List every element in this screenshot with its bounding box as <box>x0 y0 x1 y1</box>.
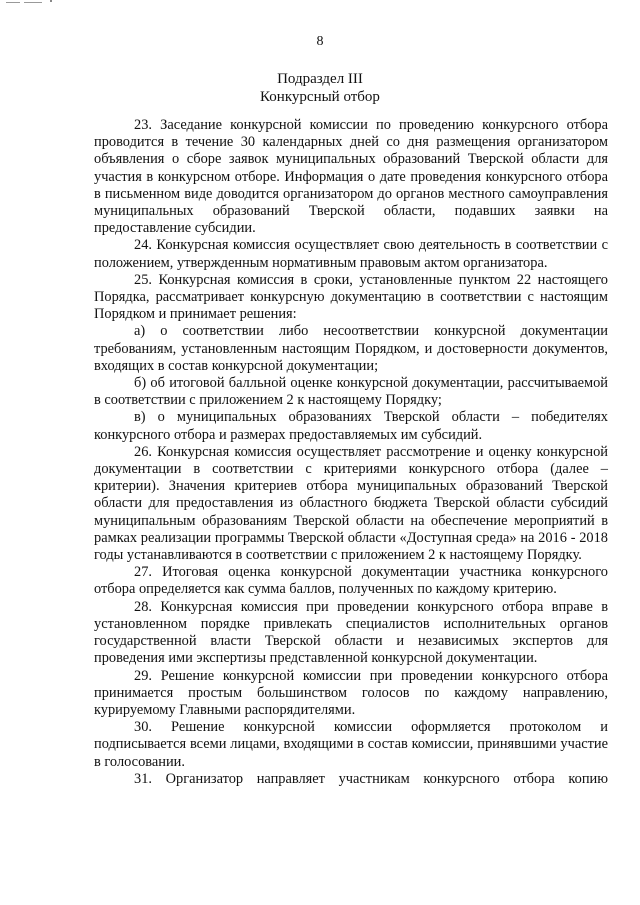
paragraph-25-b: б) об итоговой балльной оценке конкурсной документации, рассчитываемой в соответствии с приложением 2 к настоящему Порядку; <box>94 375 608 409</box>
paragraph-25-v: в) о муниципальных образованиях Тверской области – победителях конкурсного отбора и размерах предоставляемых им субсидий. <box>94 409 608 443</box>
paragraph-25: 25. Конкурсная комиссия в сроки, установленные пунктом 22 настоящего Порядка, рассматривает конкурсную документацию в соответствии с настоящим Порядком и принимает решения: <box>94 271 608 323</box>
paragraph-29: 29. Решение конкурсной комиссии при проведении конкурсного отбора принимается простым большинством голосов по каждому направлению, курируемому Главными распорядителями. <box>94 667 608 718</box>
subsection-heading: Подраздел III <box>277 71 363 87</box>
section-title: Конкурсный отбор <box>260 89 380 105</box>
paragraph-27: 27. Итоговая оценка конкурсной документации участника конкурсного отбора определяется как сумма баллов, полученных по каждому критерию. <box>94 564 608 598</box>
page-number: 8 <box>316 34 324 49</box>
paragraph-30: 30. Решение конкурсной комиссии оформляется протоколом и подписывается всеми лицами, входящими в состав комиссии, принявшими участие в голосовании. <box>94 719 608 770</box>
paragraph-26: 26. Конкурсная комиссия осуществляет рассмотрение и оценку конкурсной документации в соответствии с критериями конкурсного отбора (далее – критерии). Значения критериев отбора муниципальных образований Тверской области для предоставления из областного бюджета Тверской области субсидий муниципальным образованиям Тверской области на обеспечение мероприятий в рамках реализации программы Тверской области «Доступная среда» на 2016 - 2018 годы устанавливаются в соответствии с приложением 2 к настоящему Порядку. <box>94 443 608 564</box>
paragraph-24: 24. Конкурсная комиссия осуществляет свою деятельность в соответствии с положением, утвержденным нормативным правовым актом организатора. <box>94 237 608 271</box>
paragraph-25-a: а) о соответствии либо несоответствии конкурсной документации требованиям, установленным настоящим Порядком, и достоверности документов, входящих в состав конкурсной документации; <box>94 323 608 374</box>
paragraph-28: 28. Конкурсная комиссия при проведении конкурсного отбора вправе в установленном порядке привлекать специалистов исполнительных органов государственной власти Тверской области и независимых экспертов для проведения ими экспертизы представленной конкурсной документации. <box>94 598 608 667</box>
paragraph-23: 23. Заседание конкурсной комиссии по проведению конкурсного отбора проводится в течение 30 календарных дней со дня размещения организатором объявления о сборе заявок муниципальных образований Тверской области для участия в конкурсном отборе. Информация о дате проведения конкурсного отбора в письменном виде доводится организатором до органов местного самоуправления муниципальных образований Тверской области, подавших заявки на предоставление субсидии. <box>94 117 608 237</box>
scan-artifact <box>50 0 52 2</box>
document-body <box>94 117 608 788</box>
scan-artifact <box>6 2 20 3</box>
scan-artifact <box>24 2 42 3</box>
paragraph-31: 31. Организатор направляет участникам конкурсного отбора копию <box>134 770 608 787</box>
